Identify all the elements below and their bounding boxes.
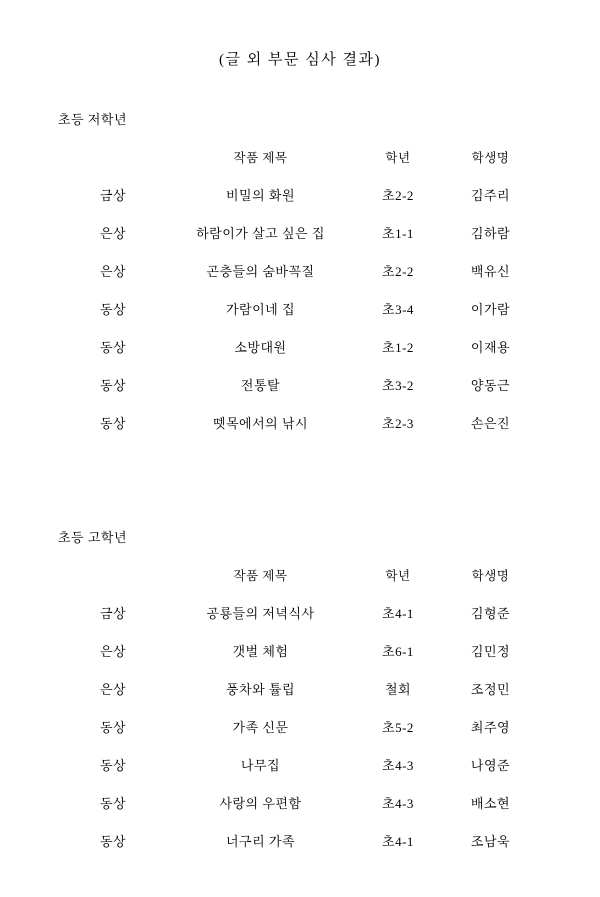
cell-student-name: 최주영	[470, 720, 511, 735]
cell-prize: 은상	[99, 644, 127, 659]
cell-student-name: 조남욱	[470, 834, 511, 849]
column-header-work-title: 작품 제목	[233, 151, 288, 165]
cell-student-name: 나영준	[470, 758, 511, 773]
cell-work-title: 풍차와 튤립	[225, 682, 296, 697]
cell-prize: 은상	[99, 682, 127, 697]
cell-student-name: 손은진	[470, 416, 511, 431]
cell-grade: 철회	[384, 682, 412, 697]
column-header-work-title: 작품 제목	[233, 569, 288, 583]
cell-prize: 동상	[99, 416, 127, 431]
column-header-grade: 학년	[385, 569, 411, 583]
column-header-prize	[58, 138, 168, 175]
section-heading: 초등 저학년	[58, 112, 128, 127]
cell-grade: 초6-1	[382, 644, 414, 659]
cell-grade: 초2-2	[382, 188, 414, 203]
cell-prize: 동상	[99, 302, 127, 317]
column-header-student-name: 학생명	[471, 151, 510, 165]
section-heading: 초등 고학년	[58, 530, 128, 545]
cell-work-title: 가족 신문	[232, 720, 289, 735]
cell-grade: 초2-2	[382, 264, 414, 279]
section-elementary-upper	[0, 527, 600, 859]
cell-work-title: 소방대원	[234, 340, 287, 355]
cell-grade: 초1-2	[382, 340, 414, 355]
cell-work-title: 갯벌 체험	[232, 644, 289, 659]
cell-prize: 금상	[99, 606, 127, 621]
table-row	[58, 365, 538, 403]
table-row	[58, 175, 538, 213]
table-header-row	[58, 556, 538, 593]
cell-prize: 동상	[99, 834, 127, 849]
section-elementary-lower	[0, 109, 600, 441]
column-header-student-name: 학생명	[471, 569, 510, 583]
cell-grade: 초5-2	[382, 720, 414, 735]
cell-work-title: 전통탈	[240, 378, 281, 393]
section-spacer	[0, 441, 600, 487]
table-row	[58, 403, 538, 441]
cell-student-name: 김하람	[470, 226, 511, 241]
table-row	[58, 707, 538, 745]
cell-grade: 초4-3	[382, 796, 414, 811]
cell-grade: 초4-3	[382, 758, 414, 773]
table-row	[58, 213, 538, 251]
cell-student-name: 조정민	[470, 682, 511, 697]
cell-prize: 동상	[99, 758, 127, 773]
cell-prize: 동상	[99, 340, 127, 355]
table-row	[58, 821, 538, 859]
table-row	[58, 669, 538, 707]
results-table	[58, 138, 538, 441]
cell-work-title: 가람이네 집	[225, 302, 296, 317]
cell-work-title: 나무집	[240, 758, 281, 773]
cell-student-name: 김주리	[470, 188, 511, 203]
cell-prize: 금상	[99, 188, 127, 203]
cell-grade: 초2-3	[382, 416, 414, 431]
results-table	[58, 556, 538, 859]
table-row	[58, 327, 538, 365]
cell-student-name: 이재용	[470, 340, 511, 355]
column-header-grade: 학년	[385, 151, 411, 165]
cell-student-name: 김형준	[470, 606, 511, 621]
cell-prize: 동상	[99, 720, 127, 735]
cell-work-title: 너구리 가족	[225, 834, 296, 849]
cell-work-title: 하람이가 살고 싶은 집	[196, 226, 325, 241]
cell-prize: 동상	[99, 378, 127, 393]
cell-student-name: 백유신	[470, 264, 511, 279]
cell-work-title: 사랑의 우편함	[219, 796, 302, 811]
cell-grade: 초4-1	[382, 834, 414, 849]
cell-student-name: 김민정	[470, 644, 511, 659]
document-page	[0, 48, 600, 897]
cell-grade: 초3-2	[382, 378, 414, 393]
table-row	[58, 783, 538, 821]
cell-prize: 은상	[99, 264, 127, 279]
cell-grade: 초4-1	[382, 606, 414, 621]
cell-student-name: 배소현	[470, 796, 511, 811]
table-row	[58, 289, 538, 327]
cell-grade: 초1-1	[382, 226, 414, 241]
table-row	[58, 251, 538, 289]
cell-work-title: 공룡들의 저녁식사	[206, 606, 315, 621]
cell-student-name: 이가람	[470, 302, 511, 317]
table-header-row	[58, 138, 538, 175]
cell-grade: 초3-4	[382, 302, 414, 317]
cell-student-name: 양동근	[470, 378, 511, 393]
cell-work-title: 비밀의 화원	[225, 188, 296, 203]
column-header-prize	[58, 556, 168, 593]
page-title: (글 외 부문 심사 결과)	[219, 52, 381, 68]
table-row	[58, 745, 538, 783]
cell-prize: 동상	[99, 796, 127, 811]
table-row	[58, 593, 538, 631]
cell-work-title: 곤충들의 숨바꼭질	[206, 264, 315, 279]
table-row	[58, 631, 538, 669]
cell-prize: 은상	[99, 226, 127, 241]
cell-work-title: 뗏목에서의 낚시	[212, 416, 309, 431]
